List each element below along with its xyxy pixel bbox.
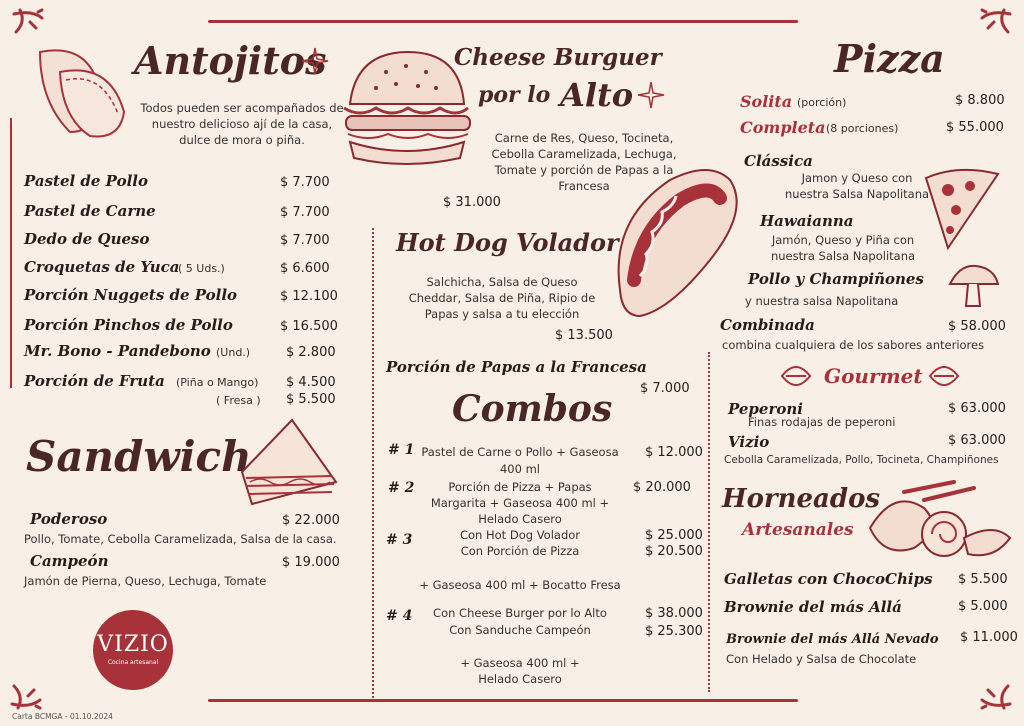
pizza-size-name: Completa — [740, 118, 826, 137]
gourmet-item-name: Peperoni — [728, 400, 803, 418]
burger-title-line1: Cheese Burguer — [454, 44, 662, 71]
hotdog-desc: Salchicha, Salsa de Queso Cheddar, Salsa de Piña, Ripio de Papas y salsa a tu elección — [408, 275, 596, 321]
pizza-flavor-name: Pollo y Champiñones — [748, 270, 924, 288]
pastry-illustration-icon — [864, 478, 1014, 568]
combo-line: Margarita + Gaseosa 400 ml + — [430, 496, 610, 510]
combos-title: Combos — [452, 388, 613, 430]
combo-number: # 1 — [388, 442, 415, 458]
sparkle-icon — [300, 46, 330, 76]
antojito-row — [24, 372, 344, 394]
gourmet-item-price: $ 63.000 — [948, 401, 1006, 416]
pizza-size-note: (8 porciones) — [826, 122, 899, 135]
antojitos-title: Antojitos — [134, 38, 327, 83]
antojito-note: (Piña o Mango) — [176, 376, 259, 389]
antojito-price: $ 2.800 — [286, 345, 336, 360]
combo-price: $ 25.000 — [645, 528, 703, 543]
left-edge-line — [10, 118, 12, 388]
horneados-item-name: Galletas con ChocoChips — [724, 570, 933, 588]
burger-title-line2a: por lo — [478, 82, 551, 108]
gourmet-item-desc: Finas rodajas de peperoni — [748, 415, 896, 429]
horneados-item-price: $ 5.000 — [958, 599, 1008, 614]
antojito-row — [24, 202, 344, 224]
basil-leaf-icon — [778, 360, 814, 392]
logo-text: VIZIO — [97, 632, 169, 657]
combo-price: $ 25.300 — [645, 624, 703, 639]
combo-line: 400 ml — [499, 462, 540, 476]
top-divider — [208, 20, 798, 23]
combo-line: Con Cheese Burger por lo Alto — [433, 606, 607, 620]
antojito-price: $ 7.700 — [280, 233, 330, 248]
horneados-item-name: Brownie del más Allá — [724, 598, 902, 616]
antojito-name: Porción Pinchos de Pollo — [24, 316, 233, 334]
mushroom-icon — [946, 262, 1006, 312]
pizza-combinada-name: Combinada — [720, 316, 815, 334]
bottom-divider — [208, 699, 798, 702]
combo-number: # 4 — [386, 608, 413, 624]
antojito-note: (Und.) — [216, 346, 251, 359]
corner-ornament-icon — [10, 670, 60, 710]
combo-extra: + Gaseosa 400 ml + Helado Casero — [460, 656, 580, 686]
combo-line: Con Porción de Pizza — [460, 544, 580, 558]
horneados-item-name: Brownie del más Allá Nevado — [726, 632, 939, 647]
vizio-logo — [93, 610, 173, 690]
antojito-note: ( 5 Uds.) — [178, 262, 225, 275]
right-dotted-divider — [708, 352, 710, 692]
horneados-item-price: $ 5.500 — [958, 572, 1008, 587]
combo-price: $ 38.000 — [645, 606, 703, 621]
horneados-title: Horneados — [722, 484, 881, 514]
burger-title-line2b: Alto — [560, 76, 634, 114]
pizza-size-price: $ 8.800 — [955, 93, 1005, 108]
antojito-price: $ 5.500 — [286, 392, 336, 407]
antojito-note: ( Fresa ) — [216, 394, 261, 407]
antojito-name: Dedo de Queso — [24, 230, 150, 248]
antojito-price: $ 12.100 — [280, 289, 338, 304]
antojito-row — [24, 258, 344, 280]
antojito-name: Pastel de Carne — [24, 202, 156, 220]
pizza-flavor-desc: y nuestra salsa Napolitana — [745, 294, 899, 308]
pizza-slice-icon — [918, 164, 1004, 254]
antojito-name: Porción Nuggets de Pollo — [24, 286, 238, 304]
sandwich-item-price: $ 22.000 — [282, 513, 340, 528]
burger-desc: Carne de Res, Queso, Tocineta, Cebolla Caramelizada, Lechuga, Tomate y porción de Papas a la Francesa — [491, 131, 677, 193]
hotdog-price: $ 13.500 — [555, 328, 613, 343]
antojito-row — [24, 392, 344, 412]
sandwich-illustration-icon — [232, 412, 342, 512]
antojito-price: $ 7.700 — [280, 175, 330, 190]
gourmet-item-desc: Cebolla Caramelizada, Pollo, Tocineta, Champiñones — [724, 454, 999, 466]
pizza-flavor-name: Hawaianna — [760, 212, 854, 230]
pizza-flavor-desc: Jamon y Queso con nuestra Salsa Napolitana — [784, 171, 930, 201]
corner-ornament-icon — [962, 670, 1012, 710]
antojito-name: Porción de Fruta — [24, 372, 165, 390]
combo-line: Pastel de Carne o Pollo + Gaseosa — [421, 445, 619, 459]
pizza-flavor-desc: Jamón, Queso y Piña con nuestra Salsa Napolitana — [770, 233, 916, 263]
pizza-flavor-name: Clássica — [744, 152, 813, 170]
logo-subtext: Cocina artesanal — [107, 659, 159, 666]
combo-price: $ 20.000 — [633, 480, 691, 495]
pizza-combinada-desc: combina cualquiera de los sabores anteriores — [722, 338, 985, 352]
gourmet-item-name: Vizio — [728, 433, 770, 451]
antojito-row — [24, 230, 344, 252]
sandwich-title: Sandwich — [26, 432, 252, 481]
antojitos-intro: Todos pueden ser acompañados de nuestro delicioso ají de la casa, dulce de mora o piña. — [140, 101, 344, 147]
sandwich-item-desc: Jamón de Pierna, Queso, Lechuga, Tomate — [24, 574, 267, 588]
pizza-title: Pizza — [834, 36, 945, 81]
antojito-price: $ 6.600 — [280, 261, 330, 276]
hotdog-illustration-icon — [600, 160, 750, 330]
antojito-price: $ 16.500 — [280, 319, 338, 334]
combo-line: Con Sanduche Campeón — [449, 623, 591, 637]
combo-extra: + Gaseosa 400 ml + Bocatto Fresa — [419, 578, 621, 592]
combo-price: $ 20.500 — [645, 544, 703, 559]
sandwich-item-name: Campeón — [30, 552, 109, 570]
hotdog-title: Hot Dog Volador — [396, 228, 619, 257]
horneados-item-price: $ 11.000 — [960, 630, 1018, 645]
combo-number: # 2 — [388, 480, 415, 496]
antojito-name: Mr. Bono - Pandebono — [24, 342, 211, 360]
papas-name: Porción de Papas a la Francesa — [386, 358, 647, 376]
antojito-price: $ 4.500 — [286, 375, 336, 390]
empanada-illustration-icon — [30, 32, 134, 142]
combo-line: Helado Casero — [478, 512, 562, 526]
gourmet-title: Gourmet — [824, 364, 923, 388]
horneados-item-desc: Con Helado y Salsa de Chocolate — [726, 652, 917, 666]
combo-line: Con Hot Dog Volador — [459, 528, 581, 542]
papas-price: $ 7.000 — [640, 381, 690, 396]
pizza-size-note: (porción) — [797, 96, 847, 109]
pizza-size-price: $ 55.000 — [946, 120, 1004, 135]
sandwich-item-price: $ 19.000 — [282, 555, 340, 570]
sandwich-item-name: Poderoso — [30, 510, 108, 528]
pizza-combinada-price: $ 58.000 — [948, 319, 1006, 334]
corner-ornament-icon — [962, 8, 1012, 48]
antojito-name: Croquetas de Yuca — [24, 258, 180, 276]
gourmet-item-price: $ 63.000 — [948, 433, 1006, 448]
antojito-price: $ 7.700 — [280, 205, 330, 220]
combo-number: # 3 — [386, 532, 413, 548]
antojito-row — [24, 172, 344, 194]
pizza-size-name: Solita — [740, 92, 793, 111]
combo-price: $ 12.000 — [645, 445, 703, 460]
basil-leaf-icon — [926, 360, 962, 392]
center-dotted-divider — [372, 228, 374, 698]
footer-note: Carta BCMGA - 01.10.2024 — [12, 712, 113, 721]
antojito-row — [24, 342, 344, 364]
sandwich-item-desc: Pollo, Tomate, Cebolla Caramelizada, Salsa de la casa. — [24, 532, 337, 546]
antojito-row — [24, 316, 344, 338]
sparkle-icon — [636, 80, 666, 110]
combo-line: Porción de Pizza + Papas — [448, 480, 592, 494]
horneados-subtitle: Artesanales — [742, 520, 854, 540]
burger-price: $ 31.000 — [443, 195, 501, 210]
antojito-name: Pastel de Pollo — [24, 172, 148, 190]
antojito-row — [24, 286, 344, 308]
